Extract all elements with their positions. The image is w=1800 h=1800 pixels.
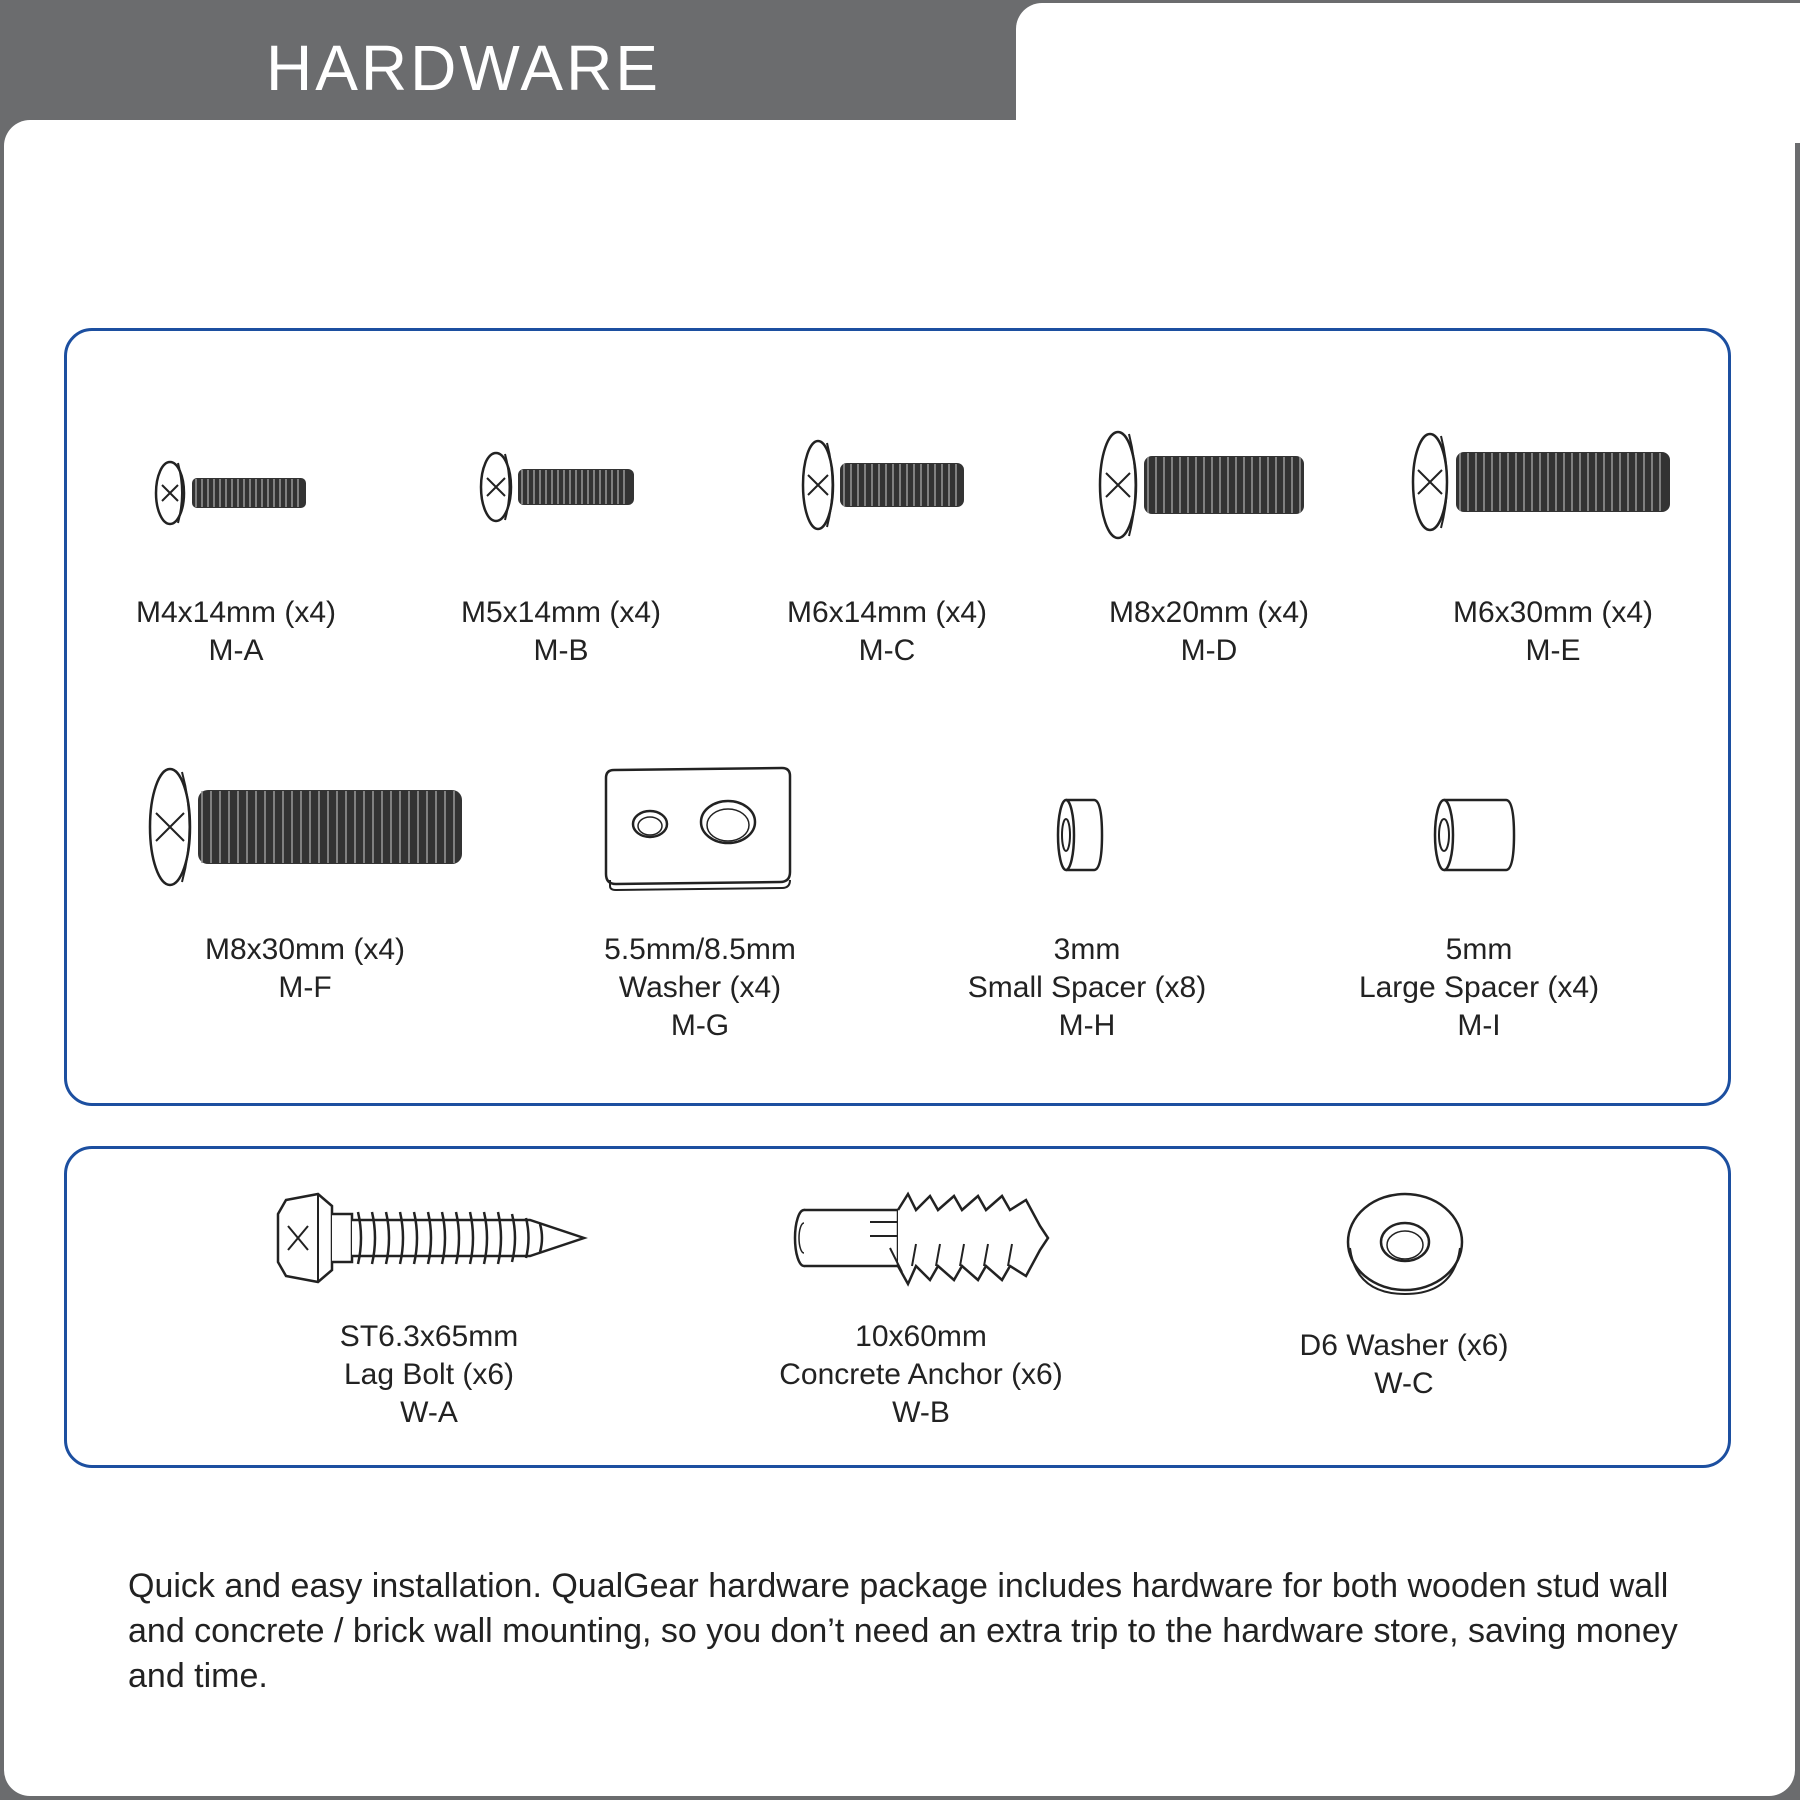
hardware-label-m-c: M6x14mm (x4) M-C — [786, 596, 988, 667]
hardware-label-m-g: 5.5mm/8.5mm Washer (x4) M-G — [604, 933, 796, 1042]
screw-icon — [150, 455, 320, 531]
concrete-anchor-icon — [790, 1186, 1054, 1290]
hardware-label-w-b: 10x60mm Concrete Anchor (x6) W-B — [779, 1320, 1063, 1429]
spacer-icon — [1054, 794, 1108, 876]
screw-icon — [796, 435, 970, 535]
lag-bolt-icon — [272, 1190, 588, 1286]
washer-plate-icon — [600, 762, 796, 892]
hardware-label-m-i: 5mm Large Spacer (x4) M-I — [1358, 933, 1600, 1042]
hardware-label-w-a: ST6.3x65mm Lag Bolt (x6) W-A — [339, 1320, 519, 1429]
hardware-label-w-c: D6 Washer (x6) W-C — [1299, 1329, 1509, 1400]
hardware-label-m-h: 3mm Small Spacer (x8) M-H — [967, 933, 1207, 1042]
screw-icon — [474, 445, 644, 529]
hardware-label-m-d: M8x20mm (x4) M-D — [1108, 596, 1310, 667]
description-text: Quick and easy installation. QualGear hardware package includes hardware for both wooden stud wall and concrete / brick wall mounting, so you don’t need an extra trip to the hardware store, saving money and time. — [128, 1567, 1678, 1695]
hardware-label-m-f: M8x30mm (x4) M-F — [204, 933, 406, 1004]
screw-icon — [1092, 426, 1312, 544]
page-title: HARDWARE — [266, 32, 661, 104]
screw-icon — [142, 764, 468, 890]
spacer-icon — [1430, 794, 1520, 876]
round-washer-icon — [1342, 1190, 1468, 1298]
hardware-label-m-b: M5x14mm (x4) M-B — [460, 596, 662, 667]
screw-icon — [1406, 428, 1676, 536]
hardware-label-m-a: M4x14mm (x4) M-A — [135, 596, 337, 667]
hardware-label-m-e: M6x30mm (x4) M-E — [1452, 596, 1654, 667]
